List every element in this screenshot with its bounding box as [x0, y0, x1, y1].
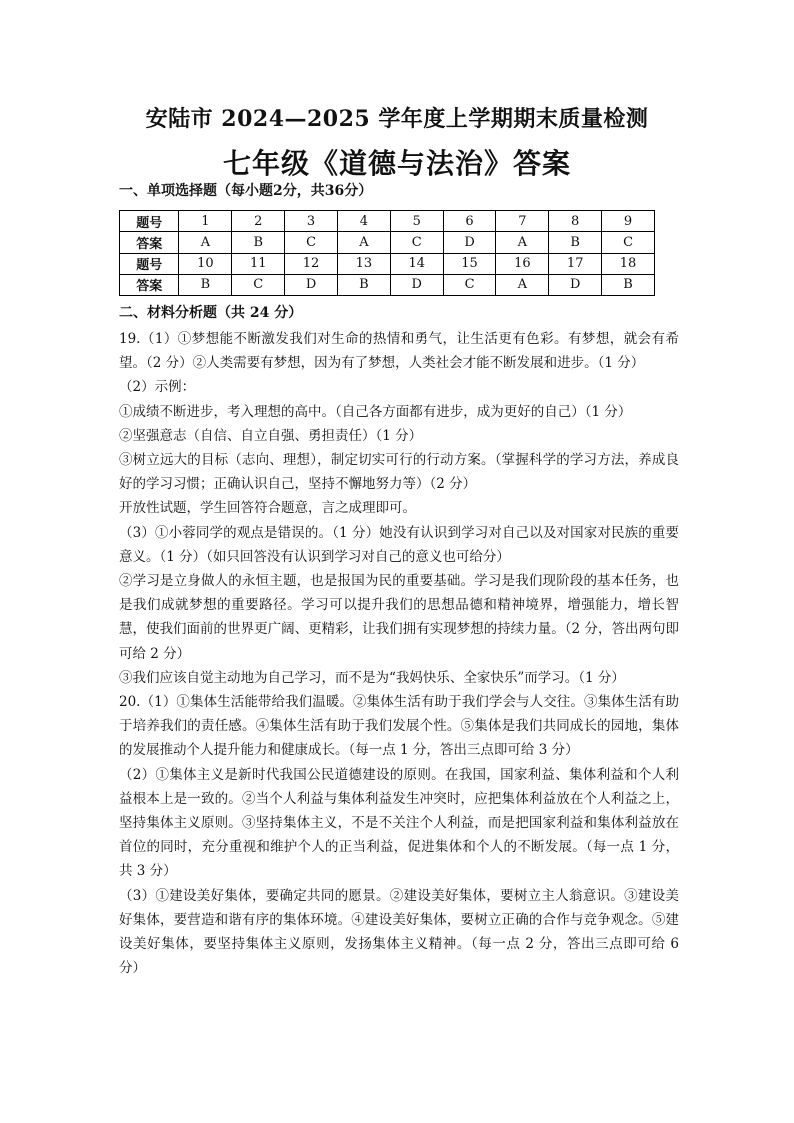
- table-cell: C: [602, 232, 655, 253]
- table-cell: 2: [232, 211, 285, 232]
- table-cell: A: [496, 232, 549, 253]
- answer-paragraph: 20.（1）①集体生活能带给我们温暖。②集体生活有助于我们学会与人交往。③集体生活有助于培养我们的责任感。④集体生活有助于我们发展个性。⑤集体是我们共同成长的园地，集体的发展推动个人提升能力和健康成长。（每一点 1 分，答出三点即可给 3 分）: [119, 694, 679, 759]
- table-cell: D: [443, 232, 496, 253]
- table-cell: 8: [549, 211, 602, 232]
- table-row: [120, 253, 655, 274]
- answer-paragraph: ②学习是立身做人的永恒主题，也是报国为民的重要基础。学习是我们现阶段的基本任务，也是我们成就梦想的重要路径。学习可以提升我们的思想品德和精神境界，增强能力，增长智慧，使我们面前的世界更广阔、更精彩，让我们拥有实现梦想的持续力量。（2 分，答出两句即可给 2 分）: [119, 573, 679, 662]
- table-cell: 4: [337, 211, 390, 232]
- table-cell: 14: [390, 253, 443, 274]
- table-cell: 7: [496, 211, 549, 232]
- table-row: [120, 274, 655, 295]
- table-cell: D: [390, 274, 443, 295]
- table-cell: D: [549, 274, 602, 295]
- table-row: [120, 232, 655, 253]
- table-cell: A: [337, 232, 390, 253]
- row-label: 题号: [120, 211, 179, 232]
- table-cell: D: [285, 274, 338, 295]
- answer-paragraph: （2）示例：: [119, 379, 196, 396]
- answer-paragraph: 开放性试题，学生回答符合题意，言之成理即可。: [119, 500, 416, 517]
- section-heading-analysis: 二、材料分析题（共 24 分）: [119, 305, 303, 321]
- exam-title: 安陆市 2024—2025 学年度上学期期末质量检测: [145, 106, 649, 132]
- answer-paragraph: ②坚强意志（自信、自立自强、勇担责任）（1 分）: [119, 427, 423, 444]
- table-cell: 5: [390, 211, 443, 232]
- answer-paragraph: ③树立远大的目标（志向、理想），制定切实可行的行动方案。（掌握科学的学习方法，养成良好的学习习惯；正确认识自己，坚持不懈地努力等）（2 分）: [119, 452, 679, 493]
- table-cell: 3: [285, 211, 338, 232]
- table-cell: 1: [179, 211, 232, 232]
- table-cell: 18: [602, 253, 655, 274]
- table-cell: B: [602, 274, 655, 295]
- answer-paragraph: 19.（1）①梦想能不断激发我们对生命的热情和勇气，让生活更有色彩。有梦想，就会有希望。（2 分）②人类需要有梦想，因为有了梦想，人类社会才能不断发展和进步。（1 分）: [119, 331, 679, 372]
- section-heading-choice: 一、单项选择题（每小题2分，共36分）: [119, 183, 373, 199]
- row-label: 答案: [120, 274, 179, 295]
- answer-paragraph: ③我们应该自觉主动地为自己学习，而不是为“我妈快乐、全家快乐”而学习。（1 分）: [119, 669, 625, 686]
- analysis-answers: [119, 327, 679, 980]
- answer-table: [119, 210, 655, 296]
- table-cell: B: [337, 274, 390, 295]
- table-cell: 13: [337, 253, 390, 274]
- table-cell: 11: [232, 253, 285, 274]
- table-cell: A: [496, 274, 549, 295]
- answer-paragraph: （3）①建设美好集体，要确定共同的愿景。②建设美好集体，要树立主人翁意识。③建设美好集体，要营造和谐有序的集体环境。④建设美好集体，要树立正确的合作与竞争观念。⑤建设美好集体，要坚持集体主义原则，发扬集体主义精神。（每一点 2 分，答出三点即可给 6 分）: [119, 887, 679, 977]
- table-cell: C: [443, 274, 496, 295]
- table-cell: 6: [443, 211, 496, 232]
- table-cell: A: [179, 232, 232, 253]
- table-cell: 9: [602, 211, 655, 232]
- table-cell: 10: [179, 253, 232, 274]
- row-label: 题号: [120, 253, 179, 274]
- table-cell: 17: [549, 253, 602, 274]
- table-cell: C: [390, 232, 443, 253]
- table-cell: C: [285, 232, 338, 253]
- answer-paragraph: （2）①集体主义是新时代我国公民道德建设的原则。在我国，国家利益、集体利益和个人利益根本上是一致的。②当个人利益与集体利益发生冲突时，应把集体利益放在个人利益之上，坚持集体主义原则。③坚持集体主义，不是不关注个人利益，而是把国家利益和集体利益放在首位的同时，充分重视和维护个人的正当利益，促进集体和个人的不断发展。（每一点 1 分，共 3 分）: [119, 766, 679, 880]
- table-row: [120, 211, 655, 232]
- table-cell: 15: [443, 253, 496, 274]
- table-cell: 12: [285, 253, 338, 274]
- table-cell: 16: [496, 253, 549, 274]
- table-cell: B: [179, 274, 232, 295]
- table-cell: C: [232, 274, 285, 295]
- answer-paragraph: （3）①小蓉同学的观点是错误的。（1 分）她没有认识到学习对自己以及对国家对民族的重要意义。（1 分）（如只回答没有认识到学习对自己的意义也可给分）: [119, 524, 679, 565]
- answer-paragraph: ①成绩不断进步，考入理想的高中。（自己各方面都有进步，成为更好的自己）（1 分）: [119, 403, 632, 420]
- row-label: 答案: [120, 232, 179, 253]
- subject-title: 七年级《道德与法治》答案: [222, 147, 571, 180]
- table-cell: B: [232, 232, 285, 253]
- table-cell: B: [549, 232, 602, 253]
